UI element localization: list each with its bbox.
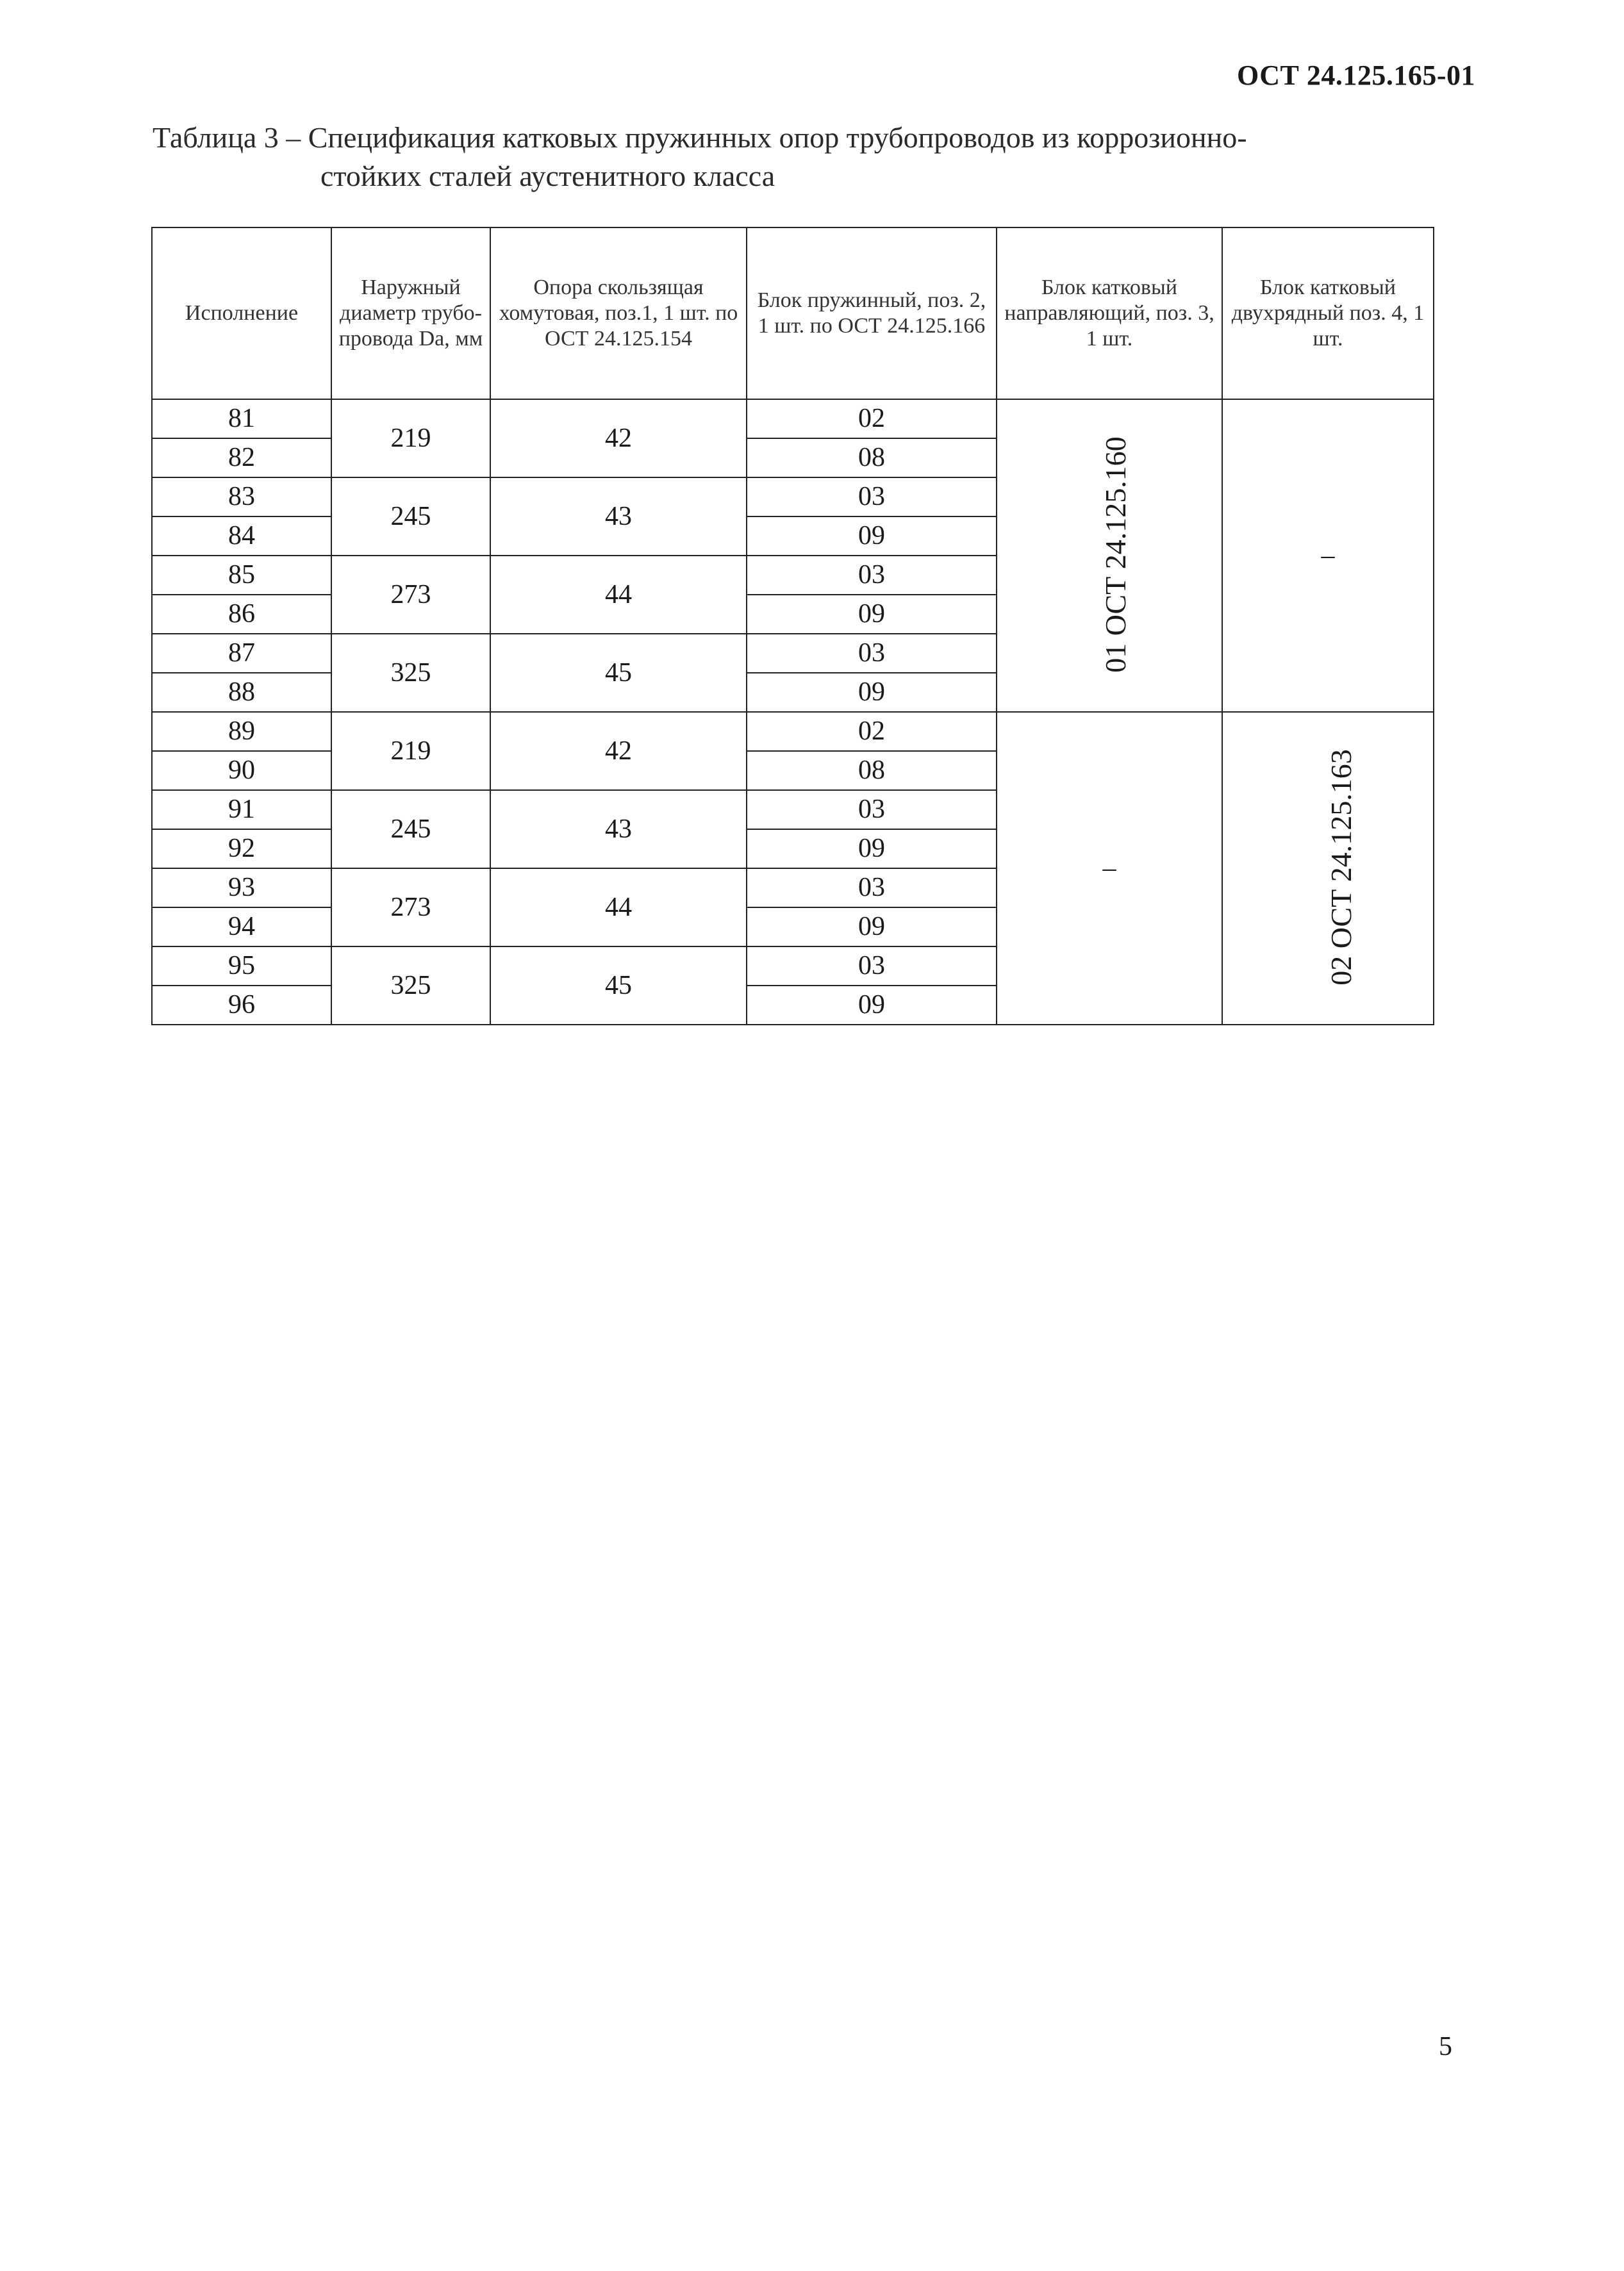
cell-spring-block: 02 (747, 399, 997, 438)
header-spring-block: Блок пружинный, поз. 2, 1 шт. по ОСТ 24.125.166 (747, 227, 997, 399)
cell-sliding-support: 43 (490, 790, 747, 868)
cell-execution: 93 (152, 868, 331, 907)
cell-execution: 86 (152, 595, 331, 634)
cell-spring-block: 09 (747, 595, 997, 634)
cell-guide-block-group-2: – (997, 712, 1222, 1025)
cell-spring-block: 09 (747, 516, 997, 556)
cell-execution: 87 (152, 634, 331, 673)
cell-execution: 83 (152, 477, 331, 516)
document-code: ОСТ 24.125.165-01 (1236, 60, 1475, 91)
header-guide-roller-block: Блок катковый направляющий, поз. 3, 1 шт. (997, 227, 1222, 399)
cell-execution: 84 (152, 516, 331, 556)
cell-spring-block: 09 (747, 829, 997, 868)
cell-diameter: 219 (331, 399, 490, 477)
cell-double-block-group-2 (1222, 712, 1434, 1025)
cell-execution: 82 (152, 438, 331, 477)
cell-sliding-support: 45 (490, 946, 747, 1025)
cell-execution: 90 (152, 751, 331, 790)
cell-execution: 91 (152, 790, 331, 829)
cell-spring-block: 03 (747, 790, 997, 829)
cell-sliding-support: 45 (490, 634, 747, 712)
cell-diameter: 219 (331, 712, 490, 790)
header-execution: Исполнение (152, 227, 331, 399)
cell-spring-block: 02 (747, 712, 997, 751)
cell-execution: 92 (152, 829, 331, 868)
cell-diameter: 245 (331, 477, 490, 556)
cell-double-block-group-1: – (1222, 399, 1434, 712)
cell-sliding-support: 43 (490, 477, 747, 556)
cell-execution: 81 (152, 399, 331, 438)
cell-diameter: 273 (331, 556, 490, 634)
cell-spring-block: 03 (747, 946, 997, 986)
cell-execution: 96 (152, 986, 331, 1025)
cell-diameter: 273 (331, 868, 490, 946)
cell-sliding-support: 44 (490, 556, 747, 634)
header-double-roller-block: Блок катковый двухрядный поз. 4, 1 шт. (1222, 227, 1434, 399)
caption-line-2: стойких сталей аустенитного класса (320, 160, 775, 192)
cell-sliding-support: 42 (490, 712, 747, 790)
cell-execution: 94 (152, 907, 331, 946)
double-block-designation: 02 ОСТ 24.125.163 (1324, 749, 1357, 986)
caption-line-1: Таблица 3 – Спецификация катковых пружинных опор трубопроводов из коррозионно- (153, 121, 1247, 154)
cell-execution: 88 (152, 673, 331, 712)
cell-execution: 85 (152, 556, 331, 595)
cell-spring-block: 09 (747, 673, 997, 712)
cell-diameter: 325 (331, 634, 490, 712)
header-sliding-support: Опора скользящая хомутовая, поз.1, 1 шт. по ОСТ 24.125.154 (490, 227, 747, 399)
table-caption (153, 119, 1434, 195)
cell-sliding-support: 42 (490, 399, 747, 477)
cell-guide-block-group-1 (997, 399, 1222, 712)
cell-sliding-support: 44 (490, 868, 747, 946)
header-outer-diameter: Наружный диаметр трубо-провода Da, мм (331, 227, 490, 399)
cell-spring-block: 08 (747, 751, 997, 790)
table-row (152, 712, 1434, 751)
cell-execution: 89 (152, 712, 331, 751)
table-row (152, 399, 1434, 438)
cell-spring-block: 09 (747, 907, 997, 946)
cell-spring-block: 03 (747, 556, 997, 595)
guide-block-designation: 01 ОСТ 24.125.160 (1098, 436, 1132, 673)
cell-spring-block: 08 (747, 438, 997, 477)
cell-diameter: 245 (331, 790, 490, 868)
cell-spring-block: 03 (747, 868, 997, 907)
page-number: 5 (1439, 2032, 1452, 2061)
cell-spring-block: 03 (747, 634, 997, 673)
specification-table (151, 227, 1434, 1025)
cell-spring-block: 09 (747, 986, 997, 1025)
cell-diameter: 325 (331, 946, 490, 1025)
cell-spring-block: 03 (747, 477, 997, 516)
table-header-row (152, 227, 1434, 399)
cell-execution: 95 (152, 946, 331, 986)
